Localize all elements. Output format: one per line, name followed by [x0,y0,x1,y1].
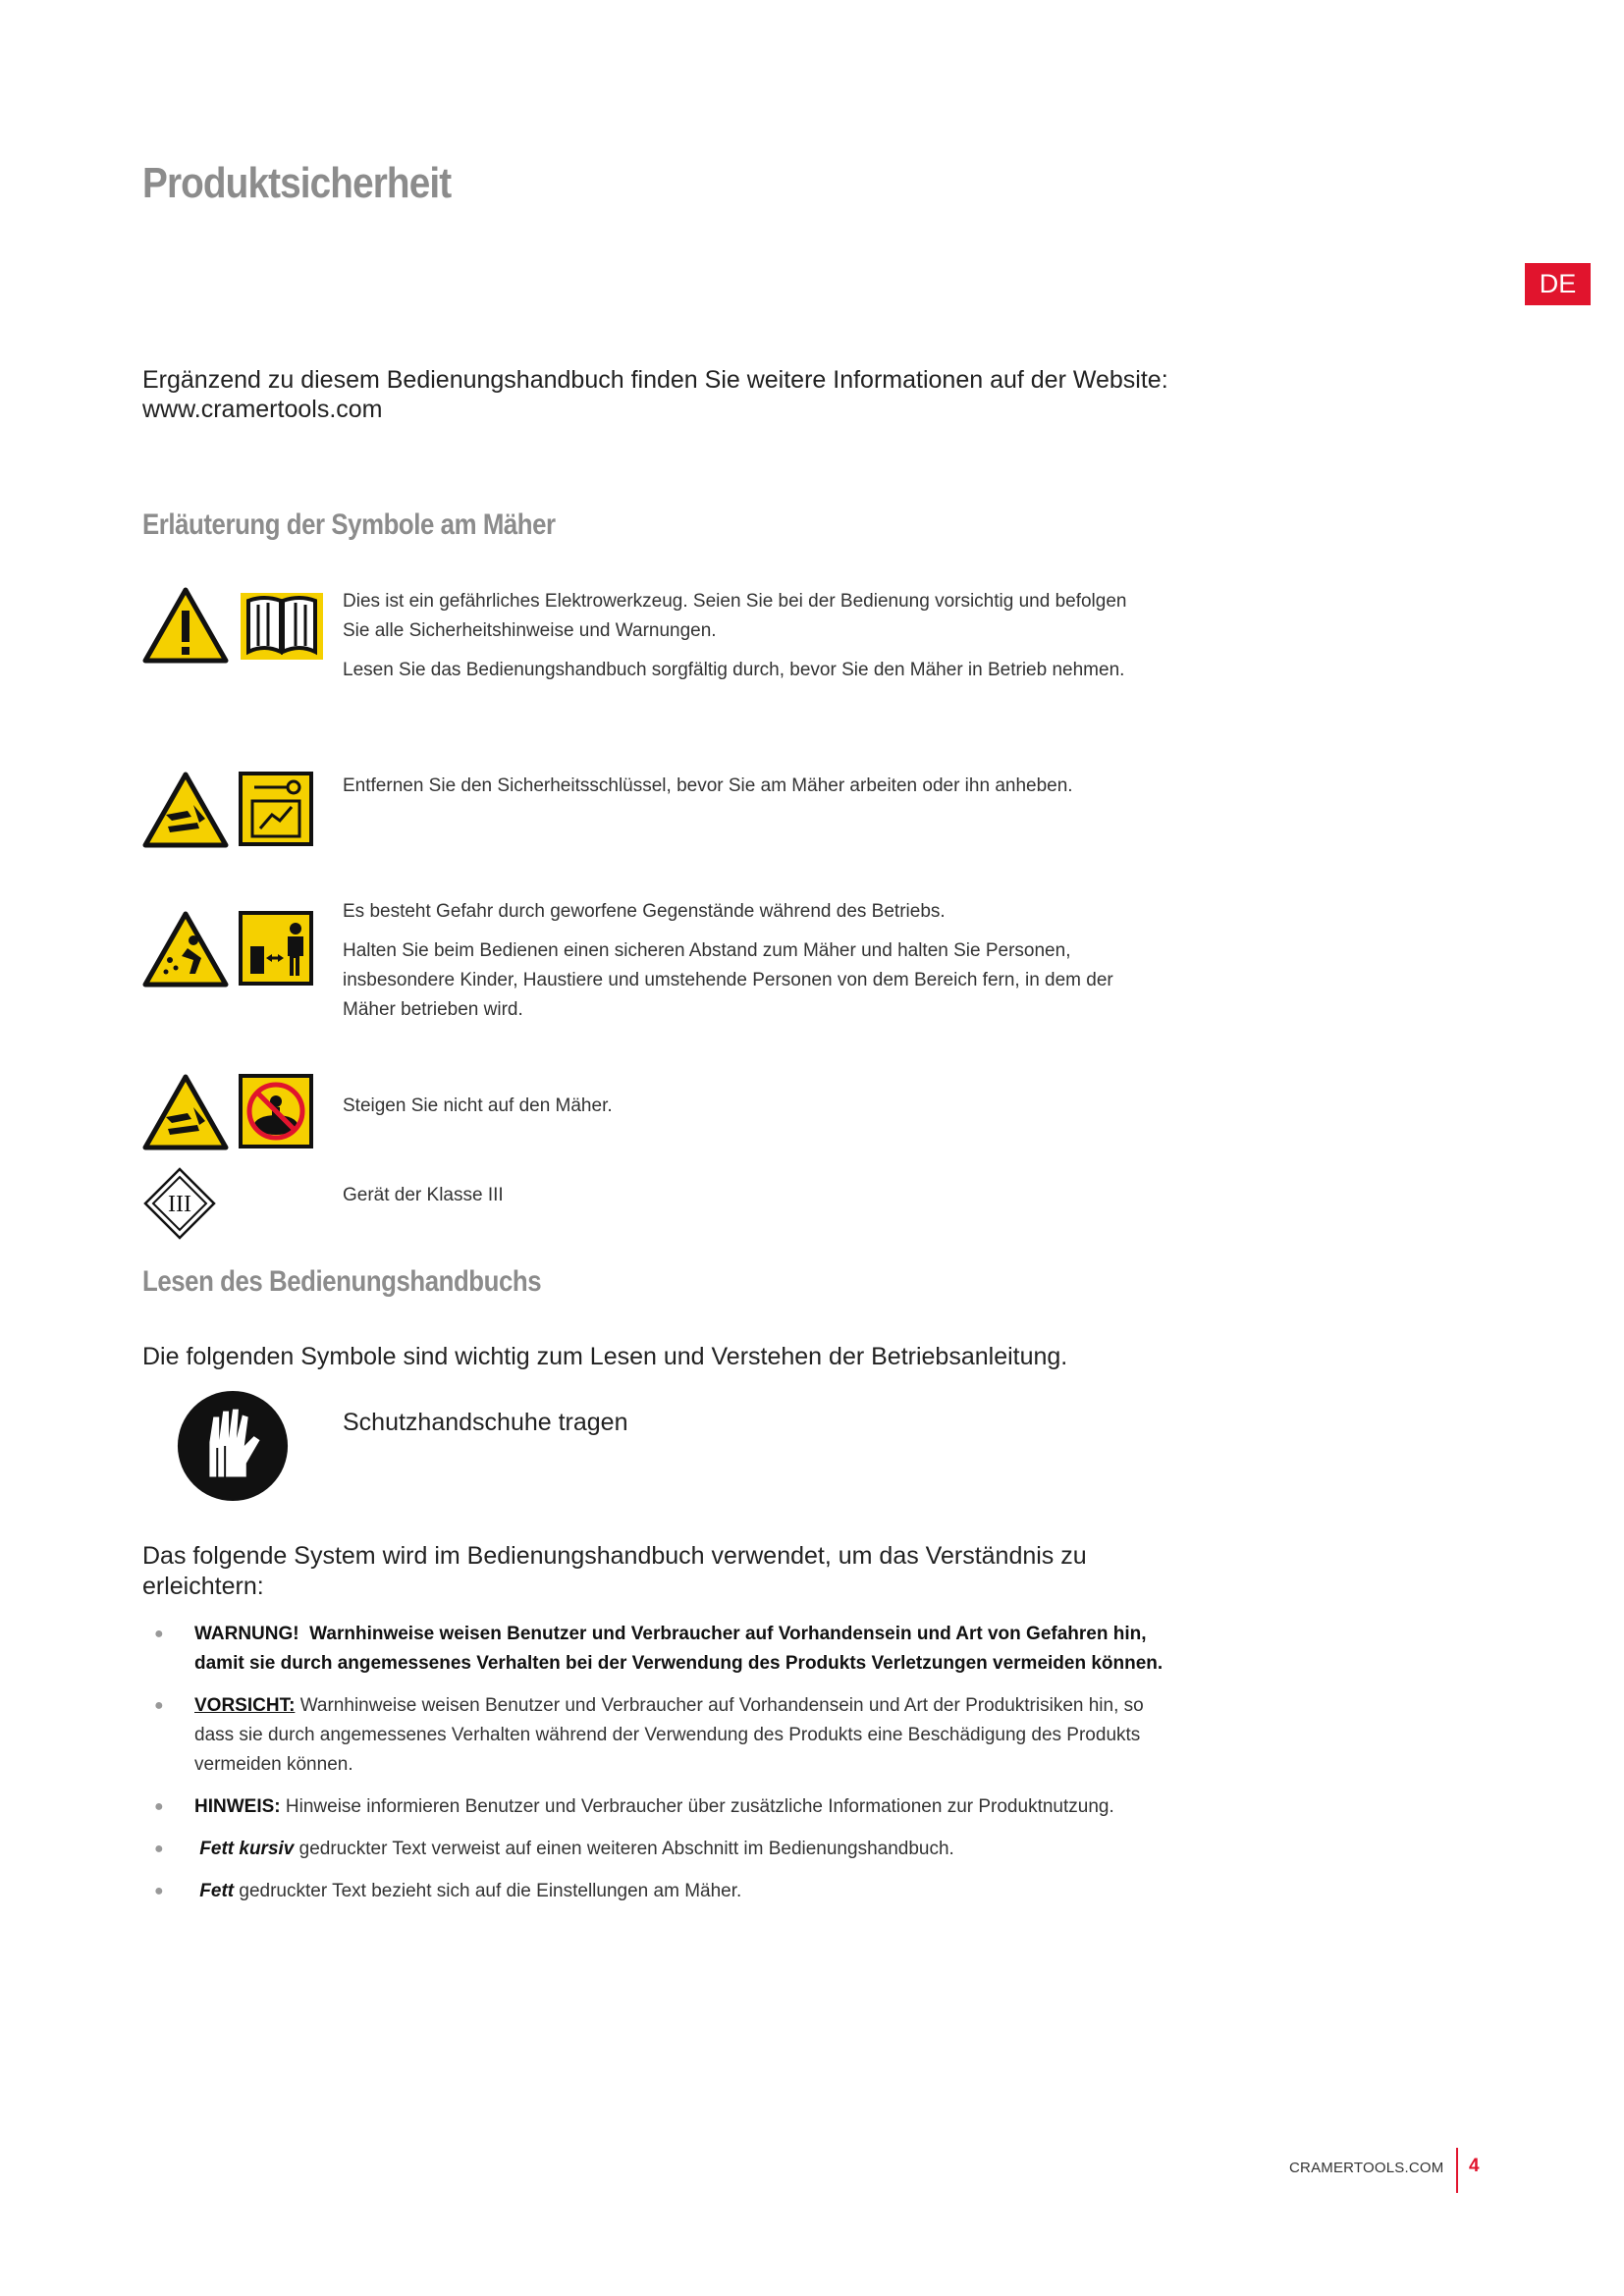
manual-lead-text: Die folgenden Symbole sind wichtig zum Lesen und Verstehen der Betriebsanleitung. [142,1343,1068,1370]
list-item: ● VORSICHT: Warnhinweise weisen Benutzer und Verbraucher auf Vorhandensein und Art der Produktrisiken hin, so dass sie durch angemessenes Verhalten während der Verwendung des Produkts eine Beschädigung des Produkts vermeiden können. [154,1695,1144,1775]
bold-italic-label: Fett kursiv [199,1839,295,1859]
symbol-row-no-riding [142,1074,1173,1158]
page-number: 4 [1469,2156,1480,2176]
gloves-text: Schutzhandschuhe tragen [343,1409,628,1436]
list-item: ● Fett gedruckter Text bezieht sich auf die Einstellungen am Mäher. [154,1881,742,1901]
footer-website: CRAMERTOOLS.COM [1289,2160,1444,2176]
language-tab: DE [1525,263,1591,305]
intro-paragraph: Ergänzend zu diesem Bedienungshandbuch finden Sie weitere Informationen auf der Website: www.cramertools.com [142,366,1168,423]
symbol-description: Entfernen Sie den Sicherheitsschlüssel, bevor Sie am Mäher arbeiten oder ihn anheben. [343,775,1073,796]
class-three-icon [142,1166,217,1241]
symbols-section-heading: Erläuterung der Symbole am Mäher [142,508,556,541]
symbol-description: Es besteht Gefahr durch geworfene Gegenstände während des Betriebs. [343,901,946,922]
warning-hand-blade-icon [142,1074,229,1150]
symbol-description: Gerät der Klasse III [343,1185,504,1205]
caution-label: VORSICHT: [194,1695,296,1716]
read-manual-book-icon [239,587,325,664]
bold-label: Fett [199,1881,235,1901]
manual-section-heading: Lesen des Bedienungshandbuchs [142,1265,542,1298]
warning-thrown-objects-icon [142,911,229,988]
symbol-row-thrown-objects [142,897,1173,1044]
list-item: ● Fett kursiv gedruckter Text verweist auf einen weiteren Abschnitt im Bedienungshandbuch. [154,1839,954,1859]
system-intro-text: Das folgende System wird im Bedienungshandbuch verwendet, um das Verständnis zu erleichtern: [142,1542,1087,1600]
list-item: ● WARNUNG! Warnhinweise weisen Benutzer und Verbraucher auf Vorhandensein und Art von Gefahren hin, damit sie durch angemessenes Verhalten bei der Verwendung des Produkts Verletzungen vermeiden können. [154,1624,1164,1674]
symbol-description: Dies ist ein gefährliches Elektrowerkzeug. Seien Sie bei der Bedienung vorsichtig und befolgen Sie alle Sicherheitshinweise und Warnungen. [343,591,1127,641]
symbol-description: Lesen Sie das Bedienungshandbuch sorgfältig durch, bevor Sie den Mäher in Betrieb nehmen. [343,660,1125,680]
remove-key-icon [239,772,313,846]
note-text: Hinweise informieren Benutzer und Verbraucher über zusätzliche Informationen zur Produktnutzung. [285,1796,1114,1817]
bold-text: gedruckter Text bezieht sich auf die Einstellungen am Mäher. [239,1881,742,1901]
bold-italic-text: gedruckter Text verweist auf einen weiteren Abschnitt im Bedienungshandbuch. [298,1839,954,1859]
symbol-row-danger [142,587,1173,734]
svg-text:III: III [168,1192,191,1217]
footer-divider [1456,2148,1458,2193]
warning-text: Warnhinweise weisen Benutzer und Verbraucher auf Vorhandensein und Art von Gefahren hin, damit sie durch angemessenes Verhalten bei der Verwendung des Produkts Verletzungen vermeiden können. [194,1624,1164,1674]
gloves-icon-wrap [175,1388,291,1509]
warning-hand-blade-icon [142,772,229,848]
wear-gloves-icon [175,1388,291,1504]
no-riding-icon [239,1074,313,1148]
legend-list [142,1620,1183,1919]
warning-exclamation-icon [142,587,229,664]
symbol-description: Steigen Sie nicht auf den Mäher. [343,1095,613,1116]
warning-label: WARNUNG! [194,1624,299,1644]
caution-text: Warnhinweise weisen Benutzer und Verbraucher auf Vorhandensein und Art der Produktrisiken hin, so dass sie durch angemessenes Verhalten während der Verwendung des Produkts eine Beschädigung des Produkts vermeiden können. [194,1695,1144,1775]
keep-distance-icon [239,911,313,986]
page-title: Produktsicherheit [142,159,452,207]
note-label: HINWEIS: [194,1796,281,1817]
symbol-row-class-three [142,1166,1173,1245]
symbol-row-safety-key [142,772,1173,856]
symbol-description: Halten Sie beim Bedienen einen sicheren Abstand zum Mäher und halten Sie Personen, insbesondere Kinder, Haustiere und umstehende Personen von dem Bereich fern, in dem der Mäher betrieben wird. [343,940,1113,1020]
list-item: ● HINWEIS: Hinweise informieren Benutzer und Verbraucher über zusätzliche Informationen zur Produktnutzung. [154,1796,1114,1817]
